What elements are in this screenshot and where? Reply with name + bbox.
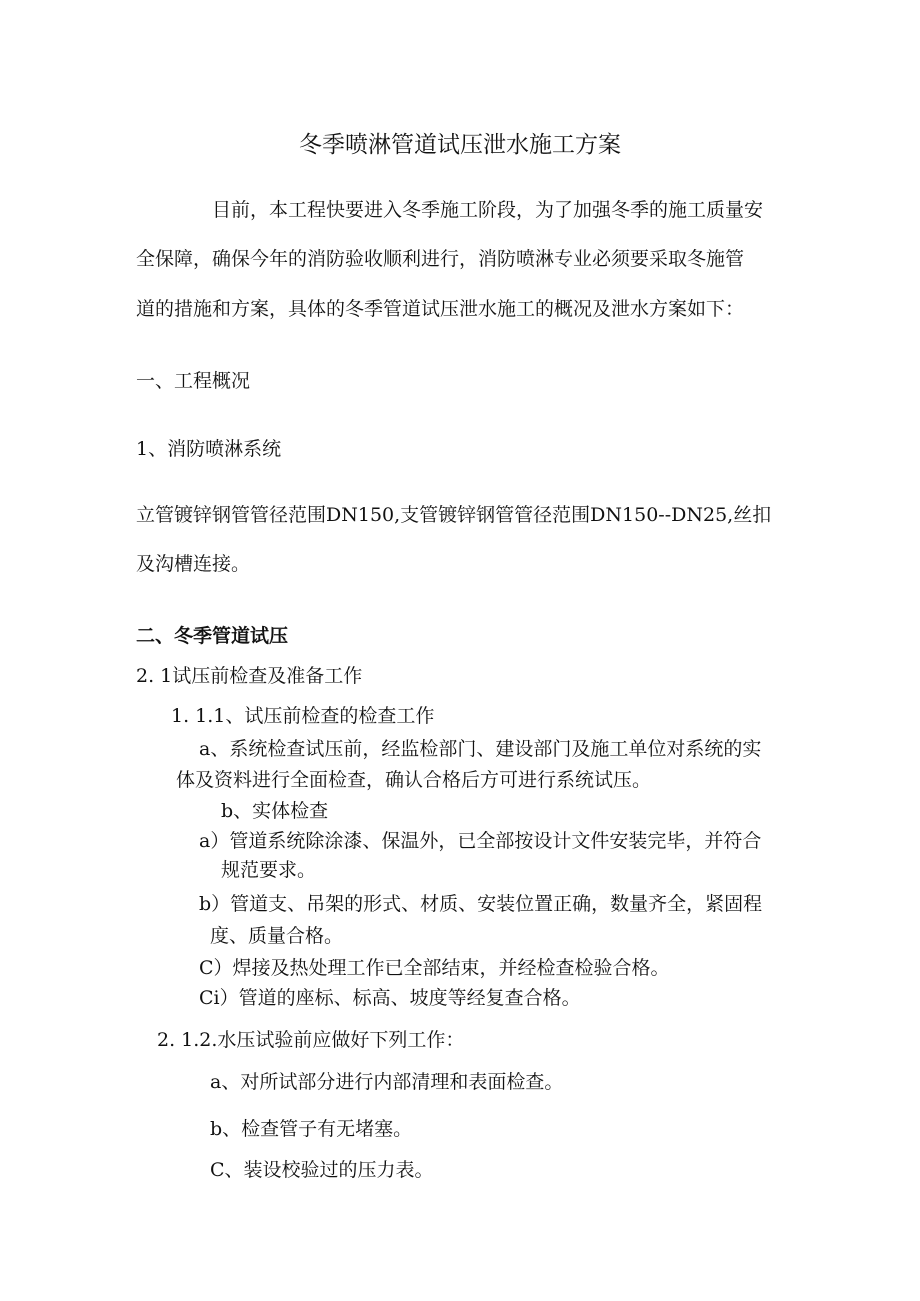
- check-b-line-1: b）管道支、吊架的形式、材质、安装位置正确，数量齐全，紧固程: [199, 893, 763, 915]
- item-a-line-1: a、系统检查试压前，经监检部门、建设部门及施工单位对系统的实: [199, 738, 762, 760]
- check-a-line-2: 规范要求。: [221, 859, 317, 881]
- prep-item-b: b、检查管子有无堵塞。: [210, 1118, 413, 1140]
- prep-item-c: C、装设校验过的压力表。: [210, 1159, 434, 1181]
- intro-line-1: 目前，本工程快要进入冬季施工阶段，为了加强冬季的施工质量安: [212, 199, 764, 221]
- check-d-line: Ci）管道的座标、标高、坡度等经复查合格。: [199, 987, 581, 1009]
- intro-line-2: 全保障，确保今年的消防验收顺利进行，消防喷淋专业必须要采取冬施管: [136, 248, 745, 270]
- system-desc-line-1: 立管镀锌钢管管径范围DN150,支管镀锌钢管管径范围DN150--DN25,丝扣: [136, 504, 772, 526]
- section-1-subheading: 1、消防喷淋系统: [136, 438, 282, 460]
- system-desc-line-2: 及沟槽连接。: [136, 553, 251, 575]
- item-a-line-2: 体及资料进行全面检查，确认合格后方可进行系统试压。: [176, 769, 652, 791]
- check-a-line-1: a）管道系统除涂漆、保温外，已全部按设计文件安装完毕，并符合: [199, 830, 762, 852]
- document-title: 冬季喷淋管道试压泄水施工方案: [299, 132, 621, 158]
- item-b-heading: b、实体检查: [221, 800, 329, 822]
- check-c-line: C）焊接及热处理工作已全部结束，并经检查检验合格。: [199, 957, 670, 979]
- section-2-heading: 二、冬季管道试压: [136, 625, 289, 647]
- intro-line-3: 道的措施和方案，具体的冬季管道试压泄水施工的概况及泄水方案如下：: [136, 298, 745, 320]
- prep-item-a: a、对所试部分进行内部清理和表面检查。: [210, 1071, 564, 1093]
- section-2-1-heading: 2. 1试压前检查及准备工作: [136, 665, 363, 687]
- section-1-heading: 一、工程概况: [136, 370, 251, 392]
- check-b-line-2: 度、质量合格。: [210, 925, 344, 947]
- section-1-1-2-heading: 2. 1.2.水压试验前应做好下列工作：: [157, 1029, 465, 1051]
- section-1-1-1-heading: 1. 1.1、试压前检查的检查工作: [171, 705, 435, 727]
